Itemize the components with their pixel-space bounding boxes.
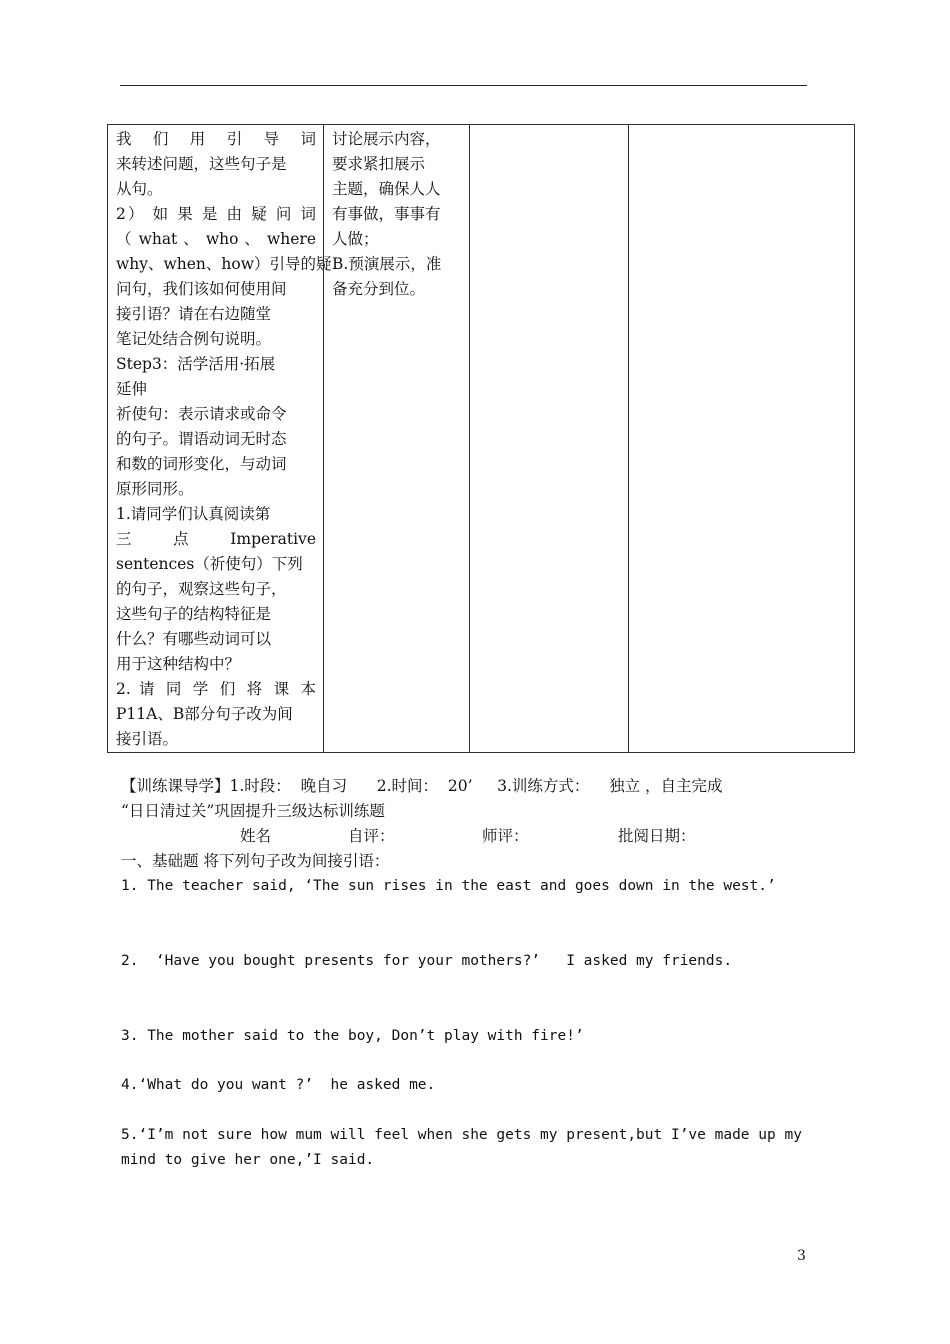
step-text-line: 原形同形。	[116, 480, 194, 498]
name-label: 姓名	[240, 827, 272, 845]
header-rule	[120, 85, 807, 86]
step-text-line: （ what 、 who 、 where	[116, 230, 316, 248]
activity-text-line: 备充分到位。	[332, 280, 426, 298]
step-text-line: 延伸	[116, 380, 148, 398]
step-text-line: why、when、how）引导的疑	[116, 255, 332, 273]
question-5-line-1: 5.‘I’m not sure how mum will feel when she gets my present,but I’ve made up my	[121, 1127, 802, 1143]
step-text-line: P11A、B部分句子改为间	[116, 705, 293, 723]
step-text-line: 和数的词形变化，与动词	[116, 455, 287, 473]
step-text-line: 祈使句：表示请求或命令	[116, 405, 287, 423]
activity-text-line: 主题，确保人人	[332, 180, 441, 198]
activity-text-line: 有事做，事事有	[332, 205, 441, 223]
activity-text-line: 讨论展示内容，	[332, 130, 441, 148]
page-number: 3	[797, 1248, 806, 1264]
step-text-line: 三 点 Imperative	[116, 530, 316, 548]
step-text-line: 2） 如 果 是 由 疑 问 词	[116, 205, 316, 223]
question-3: 3. The mother said to the boy, Don’t play with fire!’	[121, 1028, 584, 1044]
step-text-line: 2. 请 同 学 们 将 课 本	[116, 680, 316, 698]
step-text-line: 这些句子的结构特征是	[116, 605, 272, 623]
step-text-line: 笔记处结合例句说明。	[116, 330, 272, 348]
section-title: 一、基础题 将下列句子改为间接引语：	[121, 852, 390, 870]
review-date-label: 批阅日期：	[618, 827, 696, 845]
step-text-line: 1.请同学们认真阅读第	[116, 505, 271, 523]
step-text-line: sentences（祈使句）下列	[116, 555, 303, 573]
question-4: 4.‘What do you want ?’ he asked me.	[121, 1077, 436, 1093]
step-text-line: 来转述问题，这些句子是	[116, 155, 287, 173]
learning-steps-cell	[108, 125, 332, 753]
blank-cell-1	[470, 125, 629, 753]
activity-text-line: 要求紧扣展示	[332, 155, 426, 173]
step-text-line: 的句子。谓语动词无时态	[116, 430, 287, 448]
training-header: 【训练课导学】1.时段： 晚自习 2.时间： 20’ 3.训练方式： 独立 ，自主完成	[121, 777, 723, 795]
step-text-line: 的句子，观察这些句子，	[116, 580, 287, 598]
step-text-line: 接引语？请在右边随堂	[116, 305, 272, 323]
step-text-line: 用于这种结构中？	[116, 655, 241, 673]
guide-table	[107, 124, 855, 753]
activity-notes-cell	[324, 125, 470, 753]
classroom-notes-cell	[629, 125, 855, 753]
activity-text-line: B.预演展示，准	[332, 255, 442, 273]
self-eval-label: 自评：	[348, 827, 395, 845]
table-row	[108, 125, 855, 753]
step-text-line: Step3：活学活用·拓展	[116, 355, 276, 373]
teacher-eval-label: 师评：	[482, 827, 529, 845]
step-text-line: 接引语。	[116, 730, 179, 748]
question-1: 1. The teacher said, ‘The sun rises in the east and goes down in the west.’	[121, 878, 776, 894]
step-text-line: 什么？有哪些动词可以	[116, 630, 272, 648]
step-text-line: 我 们 用 引 导 词	[116, 130, 316, 148]
training-subtitle: “日日清过关”巩固提升三级达标训练题	[121, 802, 385, 820]
question-2: 2. ‘Have you bought presents for your mothers?’ I asked my friends.	[121, 953, 733, 969]
activity-text-line: 人做；	[332, 230, 379, 248]
step-text-line: 从句。	[116, 180, 163, 198]
step-text-line: 问句，我们该如何使用间	[116, 280, 287, 298]
question-5-line-2: mind to give her one,’I said.	[121, 1152, 375, 1168]
